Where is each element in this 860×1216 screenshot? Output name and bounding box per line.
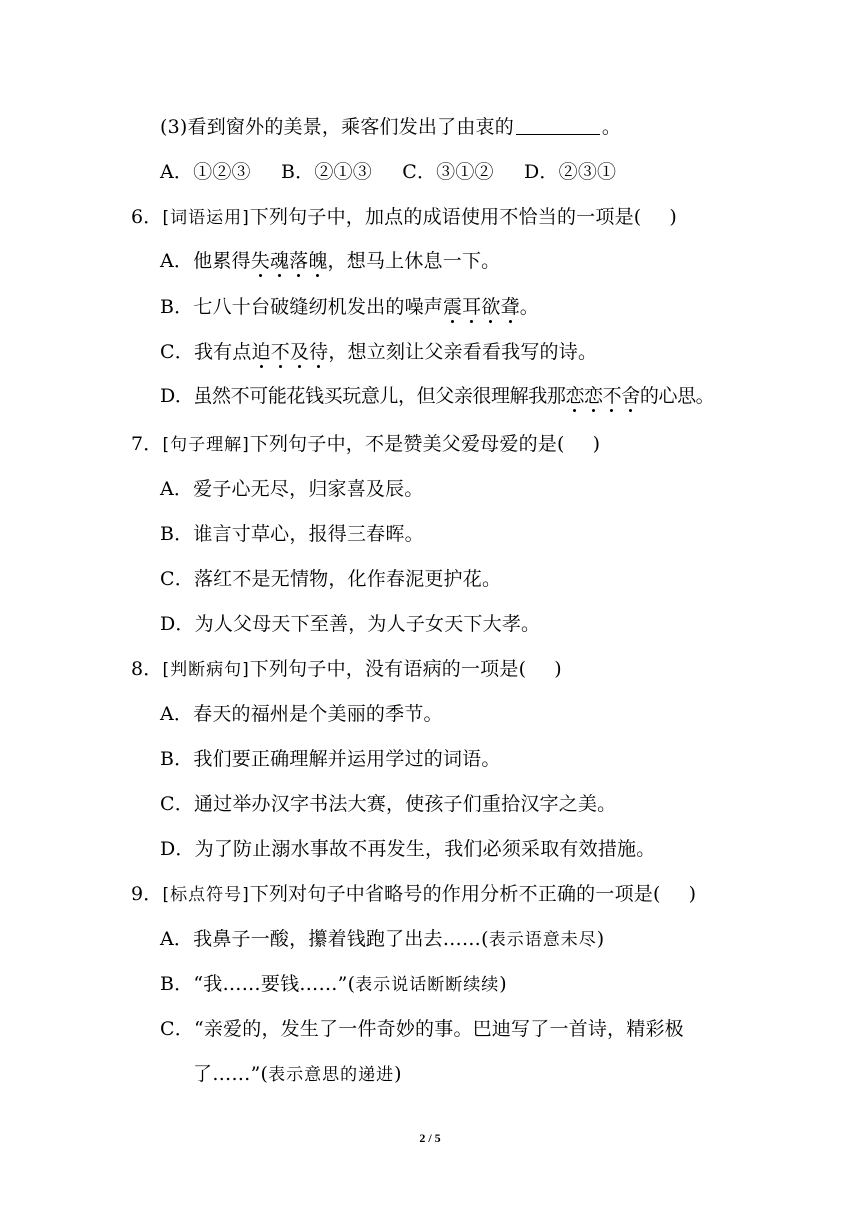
question-6-option-c [160, 340, 597, 364]
option-text: A．他累得 [160, 250, 251, 272]
question-paren-close: ) [669, 206, 678, 228]
dotted-char: 魄 [308, 250, 328, 272]
dotted-char: 恋 [584, 385, 603, 407]
dotted-char: 及 [289, 341, 310, 363]
question-6-option-b [160, 295, 539, 319]
option-text: 的心思。 [639, 385, 715, 407]
question-8-option-c: C．通过举办汉字书法大赛，使孩子们重拾汉字之美。 [160, 793, 617, 815]
question-9-option-c-line-1: C．“亲爱的，发生了一件奇妙的事。巴迪写了一首诗，精彩极 [160, 1018, 684, 1040]
question-number: 6． [131, 206, 163, 228]
dotted-char: 欲 [481, 296, 501, 318]
dotted-char: 魂 [269, 250, 290, 272]
dotted-char: 恋 [565, 385, 585, 407]
question-number: 8． [131, 658, 163, 680]
question-tag: [句子理解] [162, 435, 250, 455]
page-number: 2 / 5 [419, 1131, 441, 1145]
option-text: 。 [519, 296, 539, 318]
option-note: 表示意思的递进 [268, 1065, 395, 1085]
question-7-option-c: C．落红不是无情物，化作春泥更护花。 [160, 568, 502, 590]
question-number: 7． [131, 433, 163, 455]
dotted-char: 舍 [621, 385, 640, 407]
dotted-char: 不 [602, 385, 622, 407]
dotted-char: 聋 [500, 296, 520, 318]
option-paren-close: ) [596, 928, 605, 950]
option-paren-close: ) [394, 1063, 402, 1085]
question-8-stem [131, 657, 562, 682]
question-tag: [判断病句] [162, 660, 250, 680]
dotted-char: 待 [309, 341, 329, 363]
option-b: B．②①③ [280, 161, 372, 183]
question-7-option-a: A．爱子心无尽，归家喜及辰。 [160, 478, 424, 500]
question-9-stem [131, 882, 696, 907]
option-text: 了……”( [193, 1063, 269, 1085]
question-text: 下列对句子中省略号的作用分析不正确的一项是( [249, 883, 661, 905]
question-9-option-b [160, 972, 507, 997]
option-note: 表示说话断断续续 [355, 975, 500, 995]
question-text: 下列句子中，没有语病的一项是( [249, 658, 527, 680]
question-8-option-b: B．我们要正确理解并运用学过的词语。 [160, 748, 501, 770]
question-6-option-a [160, 249, 500, 273]
answer-blank [516, 116, 600, 135]
item-3-options [160, 160, 616, 184]
option-text: ，想立刻让父亲看看我写的诗。 [328, 341, 598, 363]
option-text: B．七八十台破缝纫机发出的噪声 [160, 296, 443, 318]
item-3-stem [160, 115, 621, 139]
dotted-char: 落 [289, 250, 309, 272]
question-number: 9． [131, 883, 163, 905]
option-note: 表示语意未尽 [488, 930, 597, 950]
dotted-char: 不 [270, 341, 290, 363]
option-c: C．③①② [402, 161, 494, 183]
question-7-option-d: D．为人父母天下至善，为人子女天下大孝。 [160, 613, 541, 635]
question-6-stem [131, 205, 677, 230]
question-8-option-d: D．为了防止溺水事故不再发生，我们必须采取有效措施。 [160, 838, 656, 860]
option-text: ，想马上休息一下。 [327, 250, 501, 272]
question-paren-close: ) [688, 883, 697, 905]
question-7-option-b: B．谁言寸草心，报得三春晖。 [160, 523, 424, 545]
dotted-char: 耳 [462, 296, 482, 318]
dotted-char: 震 [442, 296, 463, 318]
dotted-char: 失 [250, 250, 270, 272]
question-paren-close: ) [592, 433, 601, 455]
question-9-option-a [160, 927, 604, 952]
question-tag: [标点符号] [162, 885, 250, 905]
stem-end: 。 [601, 116, 622, 138]
option-text: C．我有点 [160, 341, 252, 363]
option-paren-close: ) [499, 973, 507, 995]
dotted-char: 迫 [251, 341, 271, 363]
question-6-option-d [160, 384, 714, 408]
question-text: 下列句子中，不是赞美父爱母爱的是( [249, 433, 565, 455]
question-7-stem [131, 432, 600, 457]
option-text: D．虽然不可能花钱买玩意儿，但父亲很理解我那 [160, 385, 566, 407]
question-paren-close: ) [554, 658, 562, 680]
question-tag: [词语运用] [162, 208, 250, 228]
question-8-option-a: A．春天的福州是个美丽的季节。 [160, 703, 443, 725]
stem-text: (3)看到窗外的美景，乘客们发出了由衷的 [160, 116, 514, 138]
question-text: 下列句子中，加点的成语使用不恰当的一项是( [249, 206, 642, 228]
option-text: A．我鼻子一酸，攥着钱跑了出去……( [160, 928, 489, 950]
option-text: B．“我……要钱……”( [160, 973, 356, 995]
option-d: D．②③① [524, 161, 617, 183]
question-9-option-c-line-2 [193, 1062, 402, 1087]
option-a: A．①②③ [160, 161, 251, 183]
